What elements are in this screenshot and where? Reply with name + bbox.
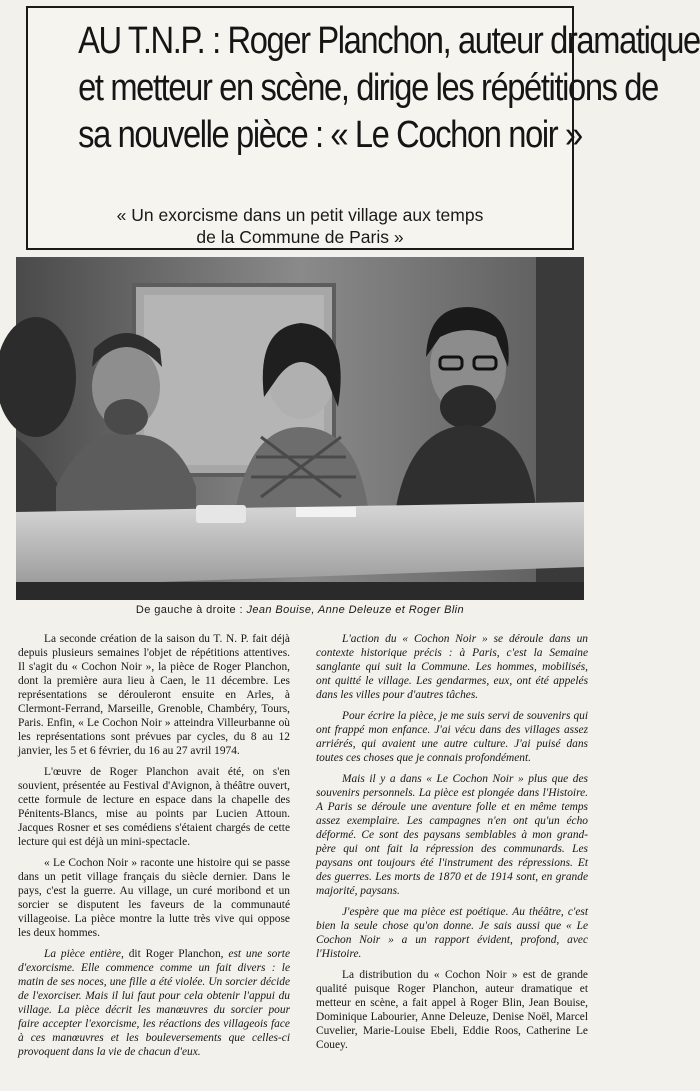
rehearsal-photo: [16, 257, 584, 600]
headline-line-2: et metteur en scène, dirige les répétitions de: [78, 67, 658, 109]
subtitle-line-2: de la Commune de Paris »: [196, 227, 404, 247]
article-paragraph-quote: Mais il y a dans « Le Cochon Noir » plus que des souvenirs personnels. La pièce est plongée dans l'Histoire. A Paris se déroule une aventure folle et en même temps assez exemplaire. Les campagnes n'en ont qu'un écho déformé. Ce sont des paysans semblables à mon grand-père qui ont fait la répression des communards. Les paysans ont toujours été l'instrument des répressions. Et des guerres. Les morts de 1870 et de 1914 sont, en grande majorité, paysans.: [316, 773, 588, 897]
headline-line-1: AU T.N.P. : Roger Planchon, auteur dramatique: [78, 20, 700, 62]
article-column-left: [18, 632, 290, 1066]
article-paragraph: L'œuvre de Roger Planchon avait été, on s'en souvient, présentée au Festival d'Avignon, à théâtre ouvert, cette formule de lecture en espace dans la chapelle des Pénitents-Blancs, mise au points par Lucien Attoun. Jacques Rosner et ses comédiens s'étaient chargés de cette lecture qui est déjà un mini-spectacle.: [18, 766, 290, 848]
article-paragraph-quote: L'action du « Cochon Noir » se déroule dans un contexte historique précis : à Paris, c'est la Semaine sanglante qui suit la Commune. Les hommes, mobilisés, ont quitté le village. Les gendarmes, eux, ont été appelés dans les villes pour d'autres tâches.: [316, 633, 588, 701]
quote-lead: La pièce entière,: [44, 948, 124, 960]
photo-caption: [0, 604, 600, 616]
headline-line-3: sa nouvelle pièce : « Le Cochon noir »: [78, 114, 582, 156]
rehearsal-photo-illustration: [16, 257, 584, 600]
article-paragraph-quote: [18, 947, 290, 1059]
caption-prefix: De gauche à droite :: [135, 604, 247, 616]
article-paragraph-quote: Pour écrire la pièce, je me suis servi de souvenirs qui ont frappé mon enfance. J'ai vécu dans des villages assez arriérés, qui avaient une autre culture. J'ai puisé dans toutes ces choses que je connais profondément.: [316, 710, 588, 764]
article-column-right: [316, 632, 588, 1059]
caption-names: Jean Bouise, Anne Deleuze et Roger Blin: [246, 604, 465, 616]
quote-attribution: dit Roger Planchon,: [123, 948, 229, 960]
quote-rest: est une sorte d'exorcisme. Elle commence comme un fait divers : le matin de ses noces, une fille a été violée. Un sorcier décide de l'exorciser. Mais il lui faut pour cela obtenir l'appui du village. La pièce décrit les manœuvres du sorcier pour faire accepter l'exorcisme, les réactions des villageois face à ces manœuvres et les bouleversements que celles-ci provoquent dans la vie de chacun d'eux.: [18, 948, 291, 1058]
headline-subtitle: [68, 204, 532, 248]
subtitle-line-1: « Un exorcisme dans un petit village aux temps: [116, 205, 484, 225]
headline-title: [78, 18, 700, 159]
article-paragraph: La seconde création de la saison du T. N. P. fait déjà depuis plusieurs semaines l'objet de répétitions attentives. Il s'agit du « Cochon Noir », la pièce de Roger Planchon, dont la première aura lieu à Caen, le 11 décembre. Les représentations se dérouleront ensuite en Arles, à Clermont-Ferrand, Marseille, Grenoble, Chambéry, Tours, Paris. Enfin, « Le Cochon Noir » atteindra Villeurbanne où les représentations sont prévues par cycles, du 8 au 12 janvier, les 5 et 6 février, du 16 au 27 avril 1974.: [18, 633, 290, 757]
headline-box: [26, 6, 700, 250]
article-paragraph: « Le Cochon Noir » raconte une histoire qui se passe dans un petit village français du siècle dernier. Dans le pays, c'est la guerre. Au village, un curé moribond et un sorcier se disputent les faveurs de la communauté villageoise. La pièce montre la lutte très vive qui oppose les deux hommes.: [18, 857, 290, 939]
article-paragraph: La distribution du « Cochon Noir » est de grande qualité puisque Roger Planchon, auteur dramatique et metteur en scène, a fait appel à Roger Blin, Jean Bouise, Dominique Labourier, Anne Deleuze, Denise Noël, Marcel Cuvelier, Marie-Louise Ebeli, Eddie Roos, Catherine Le Couey.: [316, 969, 588, 1051]
article-paragraph-quote: J'espère que ma pièce est poétique. Au théâtre, c'est bien la seule chose qu'on donne. Je sais aussi que « Le Cochon Noir » a un rapport évident, profond, avec l'Histoire.: [316, 906, 588, 960]
